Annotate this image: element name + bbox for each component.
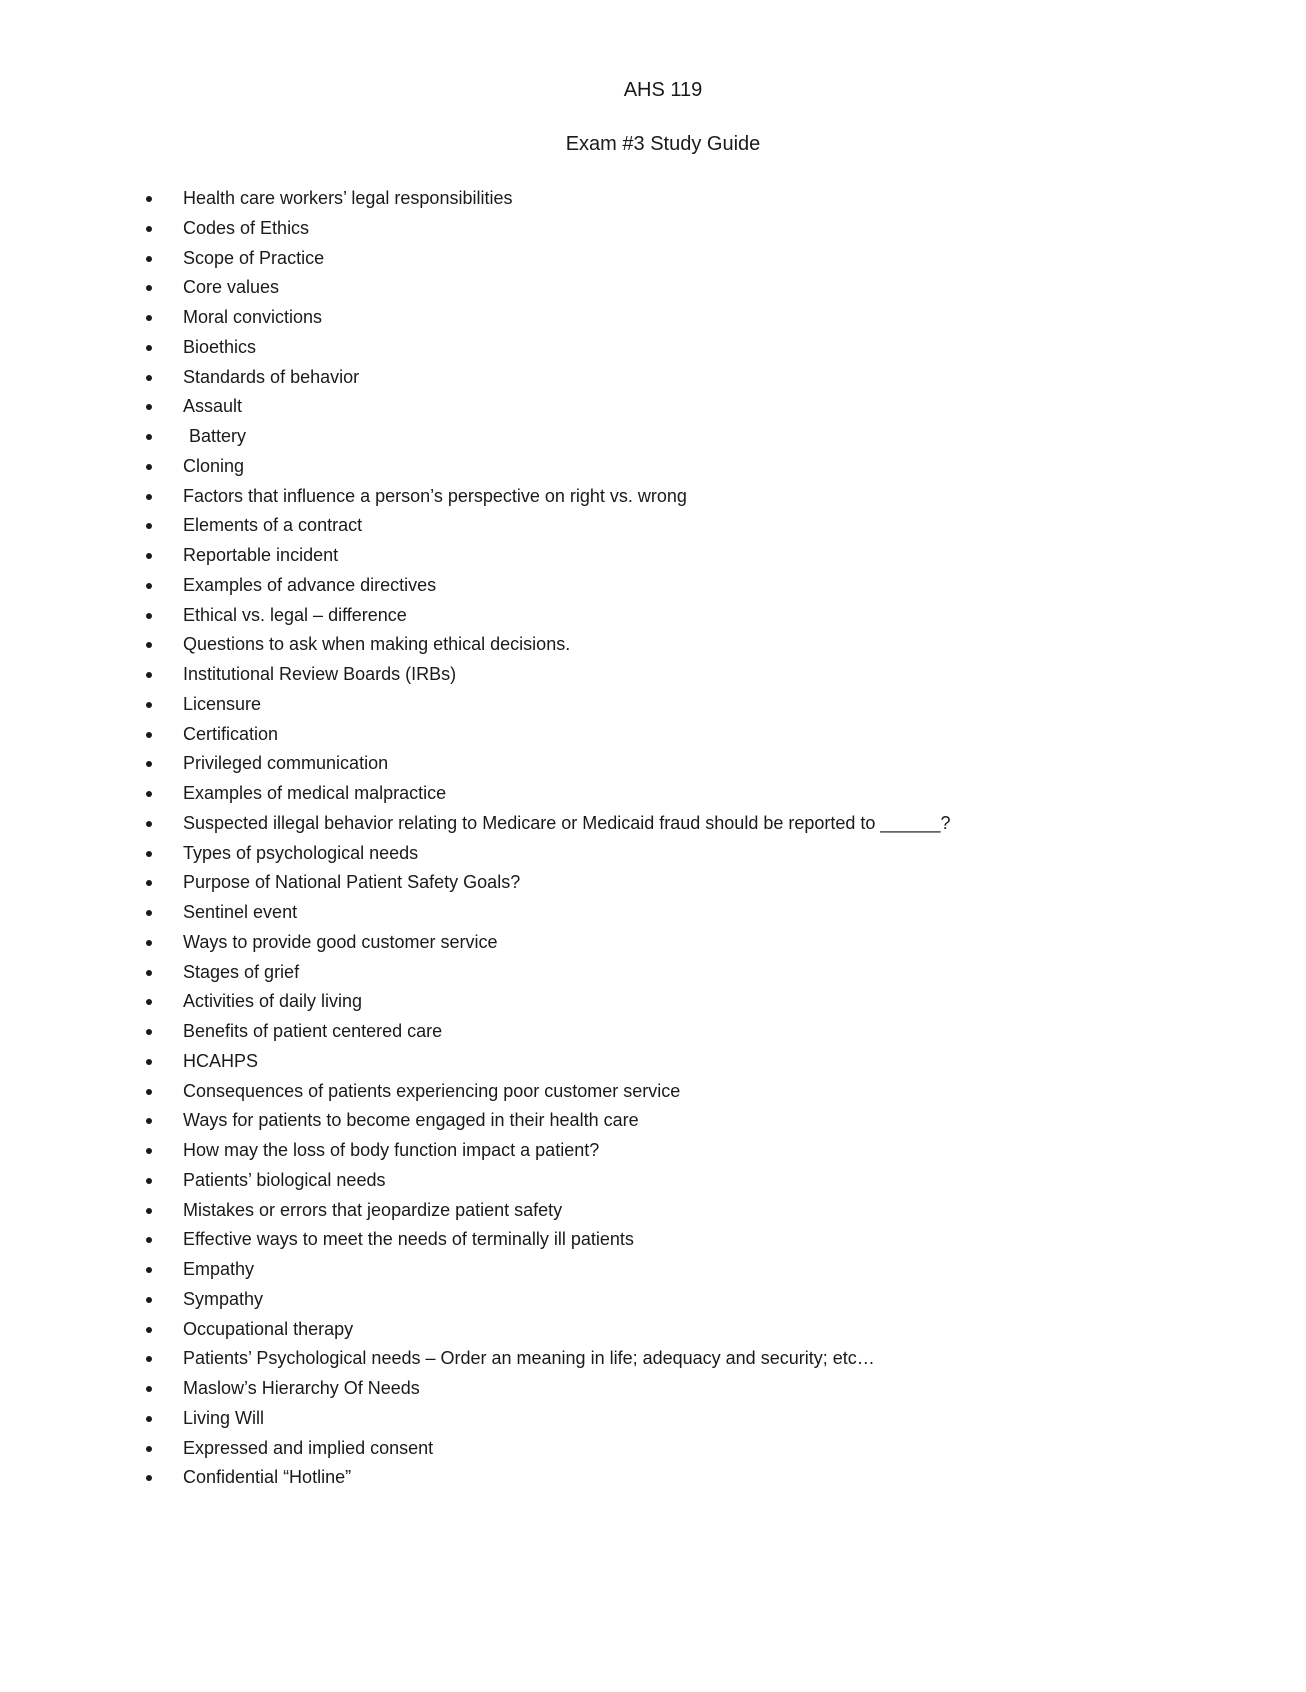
topic-text: Examples of advance directives [183,574,437,595]
list-item [146,749,1246,779]
topic-text: Occupational therapy [183,1318,354,1339]
list-item [146,1374,1246,1404]
study-guide-title: Exam #3 Study Guide [565,133,761,155]
list-item [146,1285,1246,1315]
list-item [146,482,1246,512]
list-item [146,1434,1246,1464]
topic-list [146,184,1246,1493]
bullet-icon [146,1148,152,1154]
topic-text: Certification [183,723,279,744]
list-item [146,1017,1246,1047]
list-item [146,452,1246,482]
list-item [146,541,1246,571]
list-item [146,1344,1246,1374]
list-item [146,511,1246,541]
bullet-icon [146,226,152,232]
topic-text: How may the loss of body function impact a patient? [183,1140,600,1160]
bullet-icon [146,1089,152,1095]
list-item [146,1255,1246,1285]
bullet-icon [146,256,152,262]
bullet-icon [146,553,152,559]
bullet-icon [146,375,152,381]
topic-text: Scope of Practice [183,247,325,268]
bullet-icon [146,1416,152,1422]
bullet-icon [146,940,152,946]
list-item [146,1106,1246,1136]
list-item [146,928,1246,958]
topic-text: Reportable incident [183,545,339,565]
bullet-icon [146,404,152,410]
topic-text: Bioethics [183,336,257,357]
topic-text: Factors that influence a person’s perspective on right vs. wrong [183,485,687,506]
list-item [146,1463,1246,1493]
topic-text: Examples of medical malpractice [183,783,447,803]
bullet-icon [146,1237,152,1243]
bullet-icon [146,583,152,589]
topic-text: Health care workers’ legal responsibilities [183,188,513,208]
topic-text: Suspected illegal behavior relating to Medicare or Medicaid fraud should be reported to ______? [183,812,951,833]
topic-text: HCAHPS [183,1050,259,1071]
topic-text: Purpose of National Patient Safety Goals? [183,872,521,893]
bullet-icon [146,642,152,648]
bullet-icon [146,880,152,886]
topic-text: Types of psychological needs [183,842,419,863]
list-item [146,1225,1246,1255]
topic-text: Core values [183,277,280,298]
topic-text: Expressed and implied consent [183,1437,434,1458]
bullet-icon [146,196,152,202]
topic-text: Confidential “Hotline” [183,1467,352,1488]
list-item [146,839,1246,869]
topic-text: Maslow’s Hierarchy Of Needs [183,1378,420,1398]
topic-text: Codes of Ethics [183,217,310,238]
topic-text: Patients’ Psychological needs – Order an meaning in life; adequacy and security; etc… [183,1348,875,1369]
bullet-icon [146,1059,152,1065]
list-item [146,958,1246,988]
list-item [146,392,1246,422]
list-item [146,898,1246,928]
list-item [146,244,1246,274]
topic-text: Privileged communication [183,753,389,774]
list-item [146,1136,1246,1166]
topic-text: Licensure [183,693,262,714]
list-item [146,630,1246,660]
bullet-icon [146,1327,152,1333]
topic-text: Institutional Review Boards (IRBs) [183,664,457,684]
bullet-icon [146,1029,152,1035]
bullet-icon [146,315,152,321]
bullet-icon [146,1267,152,1273]
topic-text: Mistakes or errors that jeopardize patient safety [183,1199,563,1220]
bullet-icon [146,821,152,827]
topic-text: Sentinel event [183,902,298,922]
bullet-icon [146,1208,152,1214]
list-item [146,779,1246,809]
bullet-icon [146,672,152,678]
bullet-icon [146,1297,152,1303]
bullet-icon [146,464,152,470]
topic-text: Sympathy [183,1288,264,1309]
bullet-icon [146,285,152,291]
list-item [146,303,1246,333]
bullet-icon [146,851,152,857]
list-item [146,809,1246,839]
list-item [146,1315,1246,1345]
list-item [146,1196,1246,1226]
bullet-icon [146,970,152,976]
bullet-icon [146,1356,152,1362]
bullet-icon [146,702,152,708]
course-title: AHS 119 [623,79,703,101]
topic-text: Ethical vs. legal – difference [183,604,407,625]
bullet-icon [146,910,152,916]
topic-text: Living Will [183,1407,265,1428]
list-item [146,690,1246,720]
topic-text: Benefits of patient centered care [183,1021,443,1041]
topic-text: Stages of grief [183,961,300,982]
list-item [146,1077,1246,1107]
topic-text: Effective ways to meet the needs of terminally ill patients [183,1229,634,1250]
bullet-icon [146,1118,152,1124]
bullet-icon [146,791,152,797]
topic-text: Ways for patients to become engaged in their health care [183,1110,639,1131]
topic-text: Activities of daily living [183,991,363,1012]
list-item [146,868,1246,898]
list-item [146,601,1246,631]
list-item [146,1047,1246,1077]
bullet-icon [146,613,152,619]
list-item [146,422,1246,452]
list-item [146,987,1246,1017]
topic-text: Elements of a contract [183,515,363,536]
topic-text: Moral convictions [183,307,323,327]
bullet-icon [146,999,152,1005]
bullet-icon [146,761,152,767]
bullet-icon [146,1446,152,1452]
list-item [146,1166,1246,1196]
list-item [146,363,1246,393]
topic-text: Standards of behavior [183,366,360,387]
list-item [146,1404,1246,1434]
bullet-icon [146,523,152,529]
list-item [146,571,1246,601]
topic-text: Assault [183,396,243,417]
bullet-icon [146,1475,152,1481]
bullet-icon [146,732,152,738]
topic-text: Ways to provide good customer service [183,931,498,952]
topic-text: Empathy [183,1259,255,1279]
list-item [146,333,1246,363]
bullet-icon [146,1386,152,1392]
list-item [146,720,1246,750]
topic-text: Cloning [183,455,245,476]
topic-text: Questions to ask when making ethical decisions. [183,634,571,655]
list-item [146,184,1246,214]
bullet-icon [146,345,152,351]
topic-text: Patients’ biological needs [183,1169,386,1190]
bullet-icon [146,1178,152,1184]
topic-text: Consequences of patients experiencing poor customer service [183,1080,681,1101]
topic-text: Battery [189,426,247,446]
list-item [146,273,1246,303]
list-item [146,214,1246,244]
bullet-icon [146,494,152,500]
list-item [146,660,1246,690]
bullet-icon [146,434,152,440]
